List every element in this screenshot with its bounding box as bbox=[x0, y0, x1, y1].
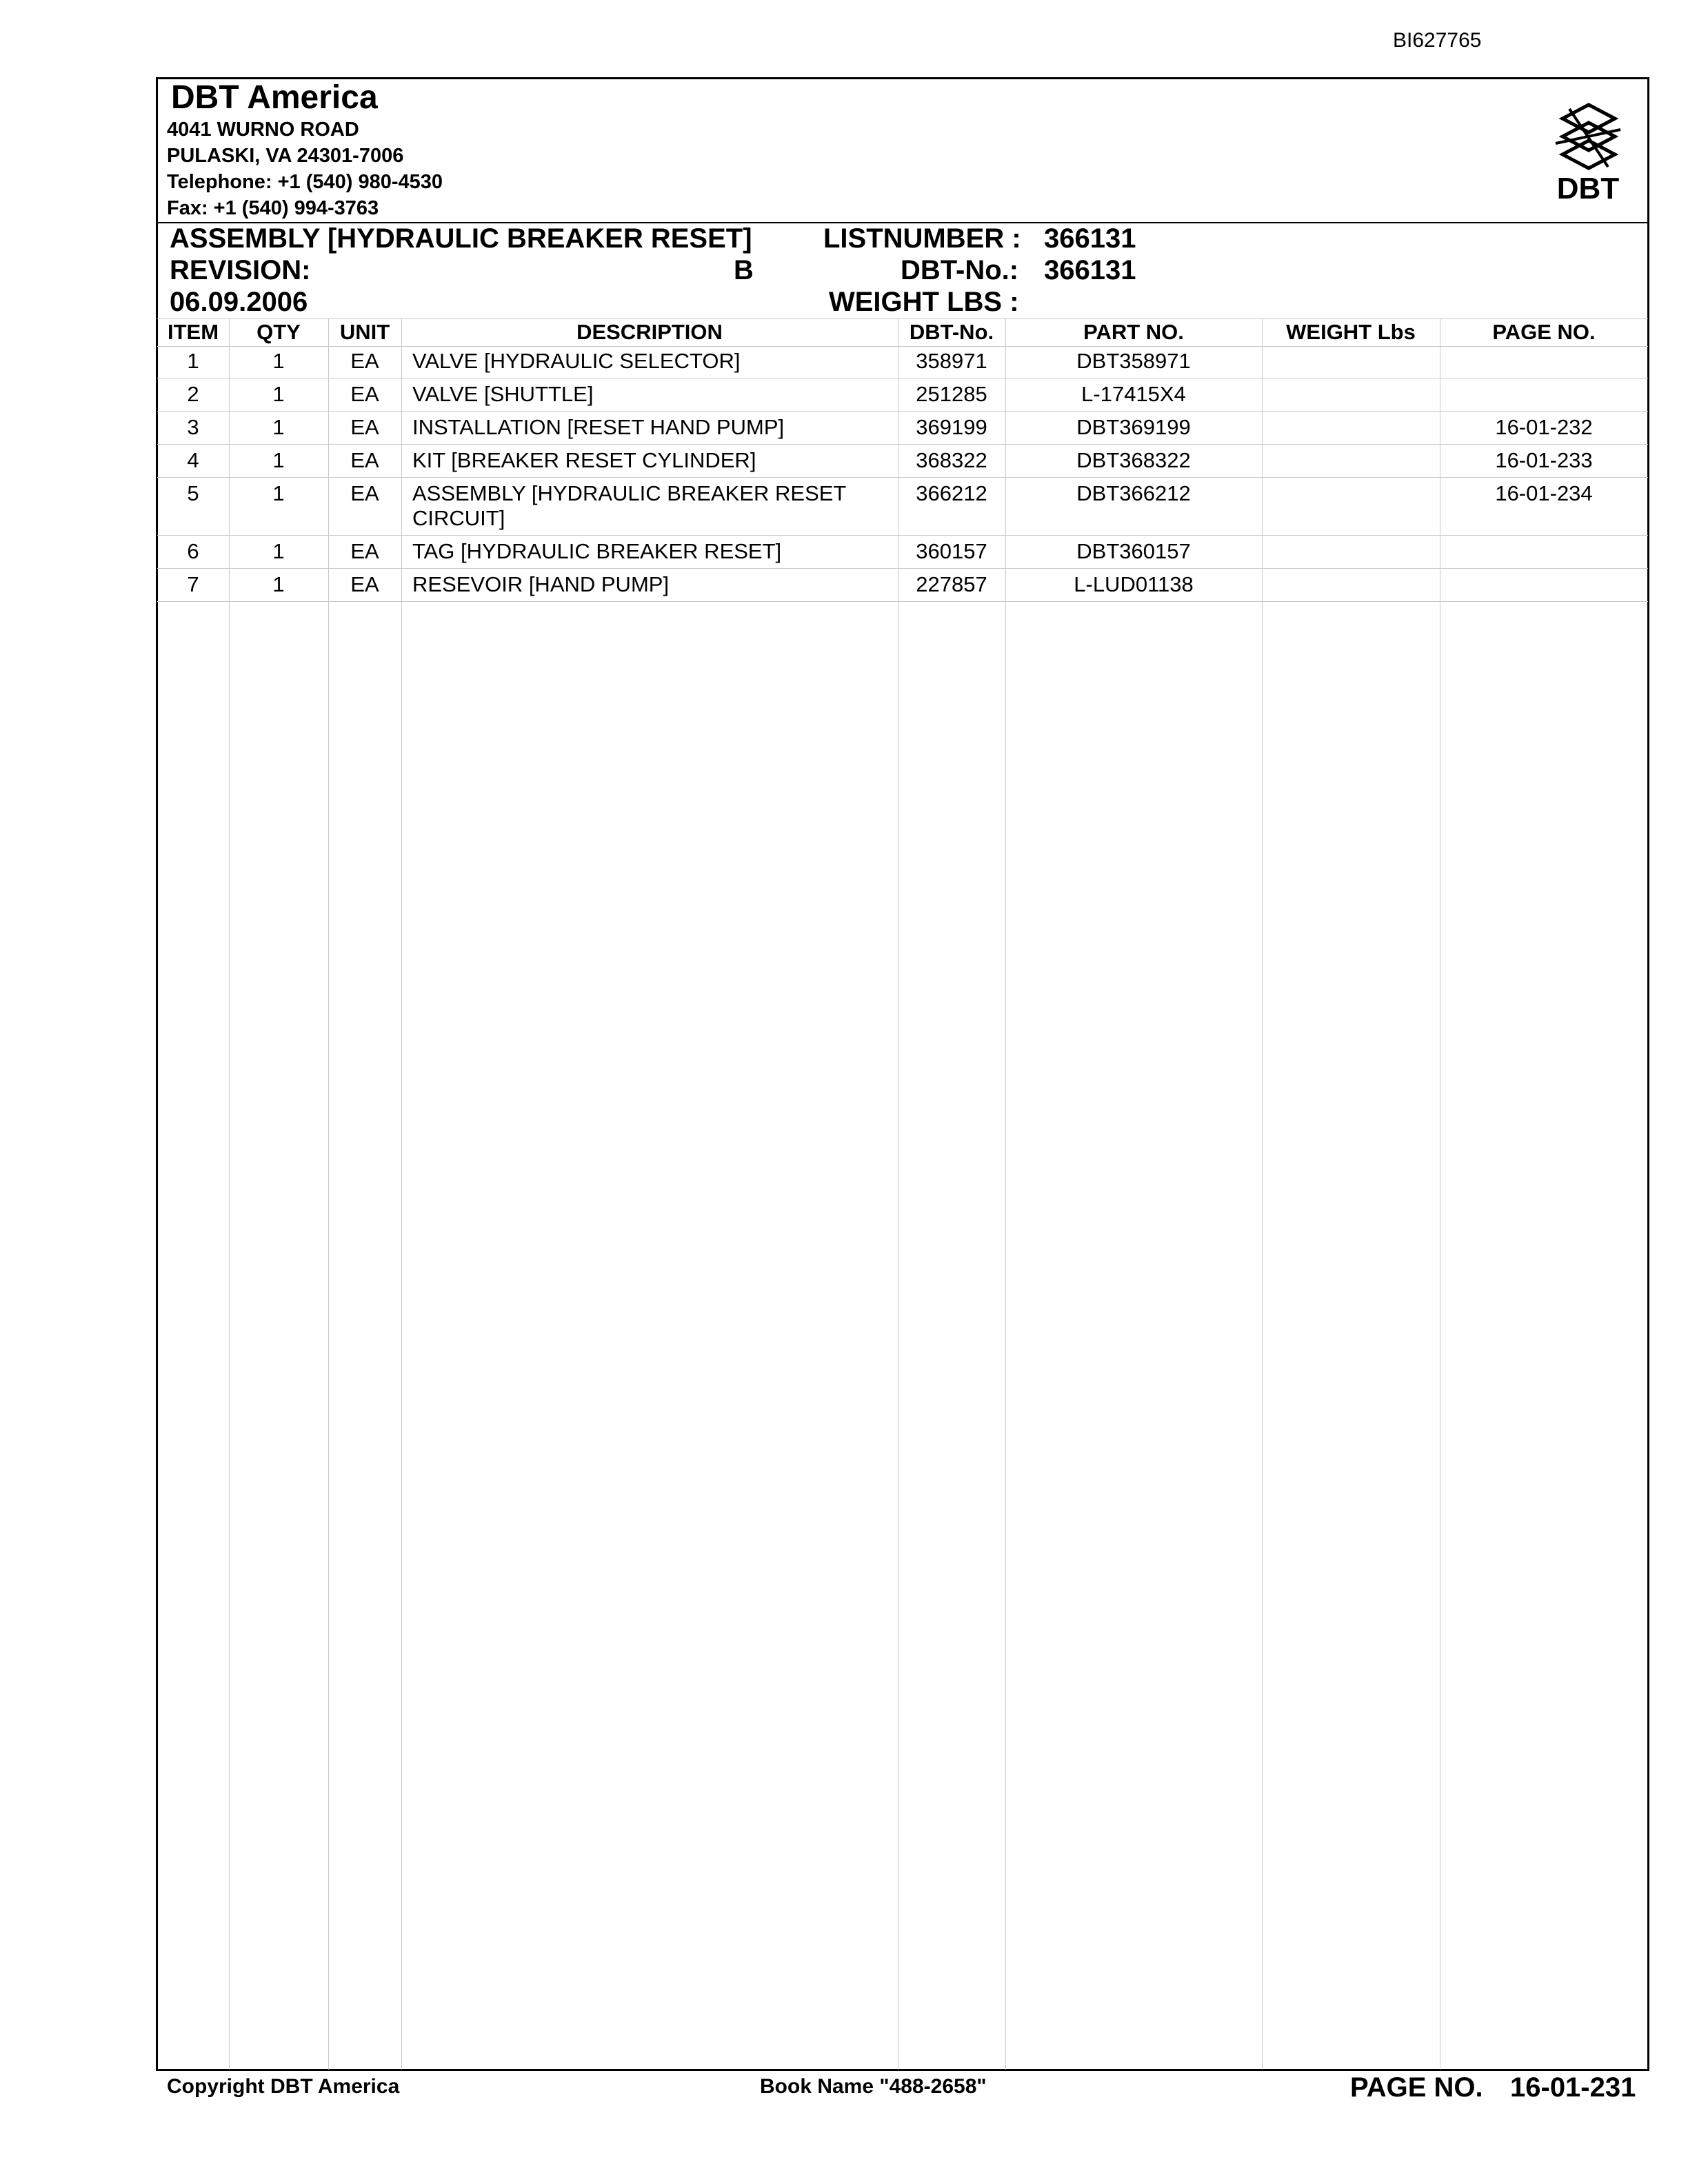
cell-unit: EA bbox=[350, 382, 379, 406]
column-header-dbt-no: DBT-No. bbox=[909, 320, 994, 344]
revision-value: B bbox=[734, 255, 754, 285]
row-divider bbox=[157, 444, 1648, 445]
company-address-line1: 4041 WURNO ROAD bbox=[167, 119, 359, 141]
cell-part-no: DBT366212 bbox=[1076, 481, 1191, 505]
copyright-text: Copyright DBT America bbox=[167, 2075, 400, 2098]
row-divider bbox=[157, 535, 1648, 536]
cell-item: 5 bbox=[187, 481, 199, 505]
company-address-line2: PULASKI, VA 24301-7006 bbox=[167, 145, 404, 167]
cell-qty: 1 bbox=[272, 415, 285, 439]
cell-item: 3 bbox=[187, 415, 199, 439]
cell-description: VALVE [SHUTTLE] bbox=[412, 382, 594, 406]
cell-dbt-no: 358971 bbox=[916, 349, 987, 373]
cell-part-no: L-17415X4 bbox=[1081, 382, 1186, 406]
document-date: 06.09.2006 bbox=[170, 287, 308, 317]
listnumber-label: LISTNUMBER : bbox=[823, 223, 1021, 254]
row-divider bbox=[157, 601, 1648, 602]
cell-part-no: DBT360157 bbox=[1076, 539, 1191, 563]
assembly-title: ASSEMBLY [HYDRAULIC BREAKER RESET] bbox=[170, 223, 752, 254]
cell-unit: EA bbox=[350, 415, 379, 439]
weight-label: WEIGHT LBS : bbox=[829, 287, 1019, 317]
cell-item: 1 bbox=[187, 349, 199, 373]
cell-part-no: DBT368322 bbox=[1076, 448, 1191, 472]
company-telephone: Telephone: +1 (540) 980-4530 bbox=[167, 171, 443, 193]
cell-qty: 1 bbox=[272, 572, 285, 596]
cell-unit: EA bbox=[350, 448, 379, 472]
cell-dbt-no: 227857 bbox=[916, 572, 987, 596]
column-header-weight: WEIGHT Lbs bbox=[1286, 320, 1416, 344]
cell-dbt-no: 251285 bbox=[916, 382, 987, 406]
cell-item: 6 bbox=[187, 539, 199, 563]
listnumber-value: 366131 bbox=[1044, 223, 1136, 254]
page-number-value: 16-01-231 bbox=[1510, 2072, 1636, 2103]
cell-qty: 1 bbox=[272, 481, 285, 505]
cell-unit: EA bbox=[350, 349, 379, 373]
page-frame bbox=[156, 77, 1649, 2071]
dbt-no-value: 366131 bbox=[1044, 255, 1136, 285]
cell-dbt-no: 369199 bbox=[916, 415, 987, 439]
company-name: DBT America bbox=[171, 79, 378, 116]
cell-description-continued: CIRCUIT] bbox=[412, 506, 505, 530]
cell-dbt-no: 368322 bbox=[916, 448, 987, 472]
cell-qty: 1 bbox=[272, 539, 285, 563]
cell-page-no: 16-01-233 bbox=[1495, 448, 1593, 472]
cell-part-no: DBT369199 bbox=[1076, 415, 1191, 439]
logo-text: DBT bbox=[1556, 172, 1620, 205]
cell-description: RESEVOIR [HAND PUMP] bbox=[412, 572, 670, 596]
cell-page-no: 16-01-234 bbox=[1495, 481, 1593, 505]
row-divider bbox=[157, 477, 1648, 478]
cell-dbt-no: 360157 bbox=[916, 539, 987, 563]
cell-unit: EA bbox=[350, 481, 379, 505]
column-header-part-no: PART NO. bbox=[1083, 320, 1184, 344]
cell-qty: 1 bbox=[272, 448, 285, 472]
cell-item: 2 bbox=[187, 382, 199, 406]
page-number-label: PAGE NO. bbox=[1350, 2072, 1483, 2103]
cell-qty: 1 bbox=[272, 382, 285, 406]
cell-qty: 1 bbox=[272, 349, 285, 373]
row-divider bbox=[157, 568, 1648, 569]
dbt-logo-icon bbox=[1549, 95, 1627, 208]
document-id: BI627765 bbox=[1393, 29, 1482, 52]
cell-description: INSTALLATION [RESET HAND PUMP] bbox=[412, 415, 785, 439]
cell-item: 7 bbox=[187, 572, 199, 596]
cell-item: 4 bbox=[187, 448, 199, 472]
cell-unit: EA bbox=[350, 572, 379, 596]
cell-page-no: 16-01-232 bbox=[1495, 415, 1593, 439]
cell-description: ASSEMBLY [HYDRAULIC BREAKER RESET bbox=[412, 481, 847, 505]
cell-description: VALVE [HYDRAULIC SELECTOR] bbox=[412, 349, 741, 373]
column-header-qty: QTY bbox=[257, 320, 301, 344]
cell-part-no: DBT358971 bbox=[1076, 349, 1191, 373]
company-fax: Fax: +1 (540) 994-3763 bbox=[167, 197, 379, 219]
row-divider bbox=[157, 411, 1648, 412]
cell-part-no: L-LUD01138 bbox=[1074, 572, 1194, 596]
dbt-no-label: DBT-No.: bbox=[901, 255, 1019, 285]
cell-dbt-no: 366212 bbox=[916, 481, 987, 505]
column-header-page-no: PAGE NO. bbox=[1492, 320, 1596, 344]
column-header-description: DESCRIPTION bbox=[576, 320, 723, 344]
column-header-unit: UNIT bbox=[339, 320, 390, 344]
cell-description: TAG [HYDRAULIC BREAKER RESET] bbox=[412, 539, 782, 563]
book-name: Book Name "488-2658" bbox=[760, 2075, 987, 2098]
cell-description: KIT [BREAKER RESET CYLINDER] bbox=[412, 448, 756, 472]
cell-unit: EA bbox=[350, 539, 379, 563]
revision-label: REVISION: bbox=[170, 255, 311, 285]
column-header-item: ITEM bbox=[167, 320, 219, 344]
